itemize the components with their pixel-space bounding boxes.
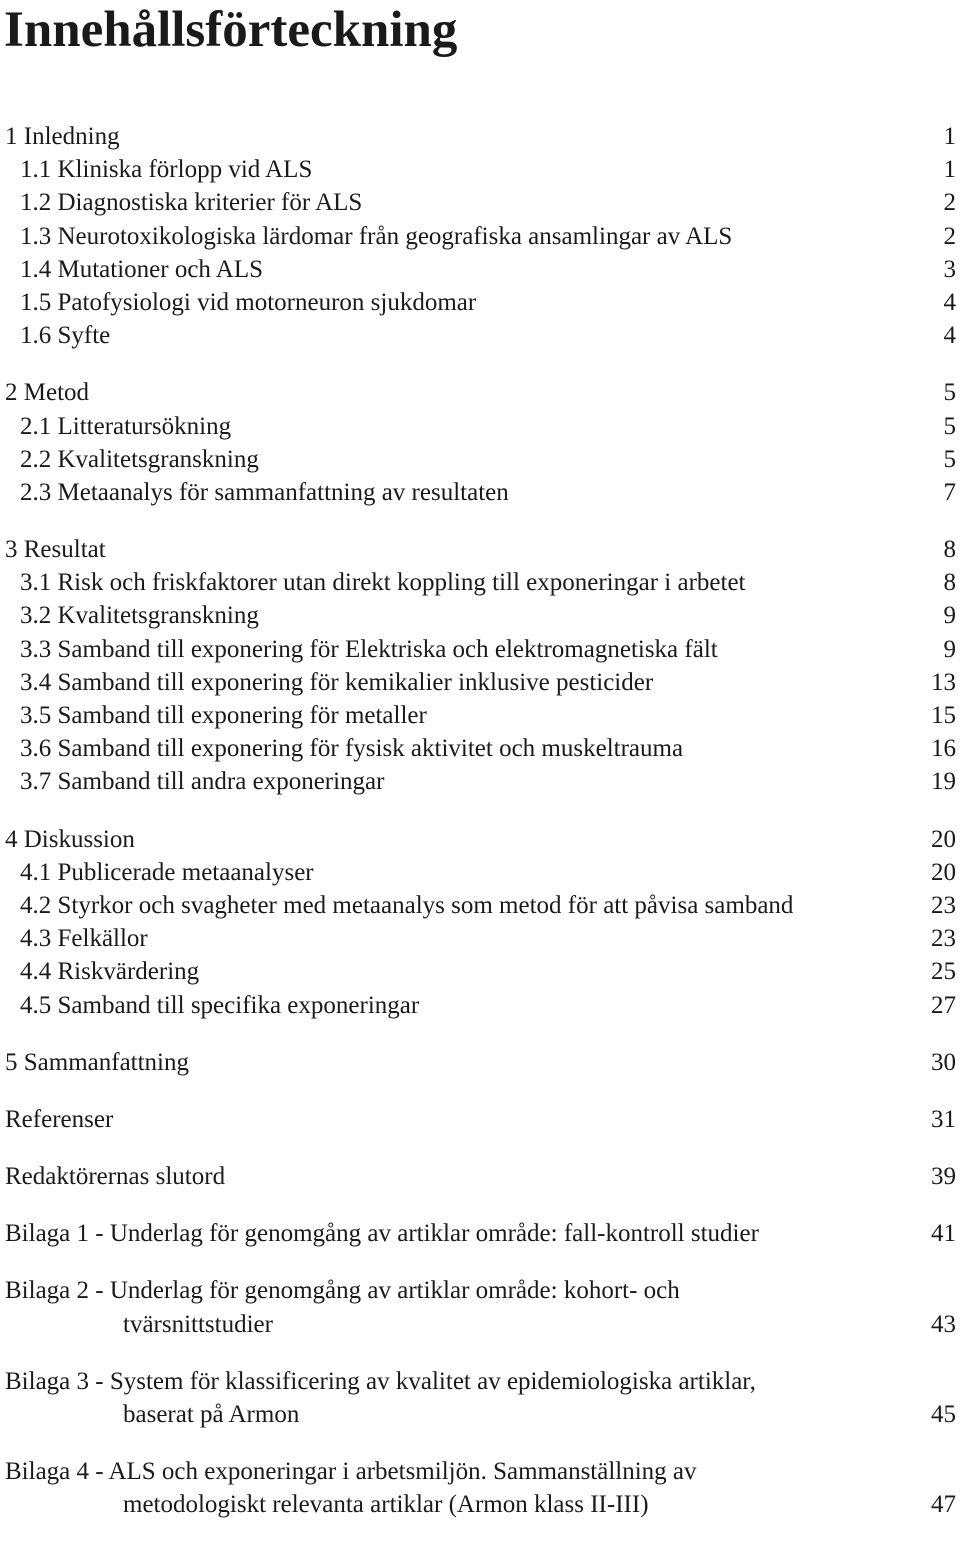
- toc-section: [0, 1455, 960, 1521]
- toc-subsection-entry[interactable]: [0, 443, 960, 476]
- toc-page-number: 13: [931, 668, 956, 696]
- toc-subsection-entry[interactable]: [0, 889, 960, 922]
- toc-subsection-entry[interactable]: [0, 319, 960, 352]
- toc-chapter-entry[interactable]: [0, 823, 960, 856]
- toc-page-number: 8: [943, 569, 956, 597]
- toc-subsection-entry[interactable]: [0, 566, 960, 599]
- toc-entry-title: [5, 1365, 885, 1431]
- toc-page-number: 9: [943, 602, 956, 630]
- toc-entry-title-line1: Bilaga 4 - ALS och exponeringar i arbetsmiljön. Sammanställning av: [5, 1458, 697, 1486]
- toc-chapter-entry[interactable]: [0, 1046, 960, 1079]
- toc-chapter-entry[interactable]: [0, 533, 960, 566]
- toc-page-number: 30: [931, 1048, 956, 1076]
- toc-entry-title: 5 Sammanfattning: [5, 1048, 189, 1076]
- toc-page-number: 2: [943, 189, 956, 217]
- toc-page-number: 16: [931, 735, 956, 763]
- toc-entry-title: 4.3 Felkällor: [20, 925, 148, 953]
- toc-subsection-entry[interactable]: [0, 220, 960, 253]
- toc-entry-title-line1: Bilaga 2 - Underlag för genomgång av artiklar område: kohort- och: [5, 1277, 680, 1305]
- toc-entry-title: Bilaga 1 - Underlag för genomgång av artiklar område: fall-kontroll studier: [5, 1220, 759, 1248]
- toc-section: [0, 533, 960, 799]
- toc-chapter-entry[interactable]: [0, 1217, 960, 1250]
- toc-subsection-entry[interactable]: [0, 989, 960, 1022]
- toc-page-number: 41: [931, 1220, 956, 1248]
- toc-subsection-entry[interactable]: [0, 153, 960, 186]
- toc-page-number: 2: [943, 222, 956, 250]
- toc-chapter-entry[interactable]: [0, 1103, 960, 1136]
- toc-entry-title: 2.2 Kvalitetsgranskning: [20, 445, 259, 473]
- toc-page-number: 20: [931, 825, 956, 853]
- toc-subsection-entry[interactable]: [0, 666, 960, 699]
- toc-chapter-entry[interactable]: [0, 376, 960, 409]
- toc-subsection-entry[interactable]: [0, 286, 960, 319]
- toc-page-number: 45: [931, 1401, 956, 1429]
- toc-entry-title: 1.4 Mutationer och ALS: [20, 255, 264, 283]
- toc-page-number: 27: [931, 991, 956, 1019]
- toc-subsection-entry[interactable]: [0, 699, 960, 732]
- toc-entry-title: 1.5 Patofysiologi vid motorneuron sjukdomar: [20, 288, 477, 316]
- toc-entry-title: 2.1 Litteratursökning: [20, 412, 232, 440]
- toc-section: [0, 376, 960, 509]
- toc-page-number: 1: [943, 123, 956, 150]
- toc-section: [0, 1365, 960, 1431]
- toc-appendix-entry[interactable]: [0, 1365, 960, 1431]
- toc-entry-title: 3.1 Risk och friskfaktorer utan direkt koppling till exponeringar i arbetet: [20, 569, 746, 597]
- toc-section: [0, 1046, 960, 1079]
- toc-subsection-entry[interactable]: [0, 253, 960, 286]
- toc-subsection-entry[interactable]: [0, 410, 960, 443]
- toc-page-number: 19: [931, 768, 956, 796]
- toc-section: [0, 1160, 960, 1193]
- toc-subsection-entry[interactable]: [0, 765, 960, 798]
- toc-entry-title: [5, 1274, 885, 1340]
- toc-entry-title-line1: Bilaga 3 - System för klassificering av kvalitet av epidemiologiska artiklar,: [5, 1367, 756, 1395]
- toc-entry-title: 3.6 Samband till exponering för fysisk aktivitet och muskeltrauma: [20, 735, 684, 763]
- page-title: Innehållsförteckning: [4, 2, 458, 58]
- toc-subsection-entry[interactable]: [0, 732, 960, 765]
- toc-entry-title: 3 Resultat: [5, 536, 106, 564]
- toc-page-number: 25: [931, 958, 956, 986]
- toc-section: [0, 1217, 960, 1250]
- toc-entry-title: 4.4 Riskvärdering: [20, 958, 200, 986]
- toc-entry-title: Referenser: [5, 1105, 114, 1133]
- toc-appendix-entry[interactable]: [0, 1274, 960, 1340]
- toc-page-number: 4: [943, 288, 956, 316]
- toc-entry-title: 1.3 Neurotoxikologiska lärdomar från geografiska ansamlingar av ALS: [20, 222, 733, 250]
- toc-entry-title: 4.2 Styrkor och svagheter med metaanalys som metod för att påvisa samband: [20, 891, 794, 919]
- toc-page-number: 20: [931, 858, 956, 886]
- toc-page-number: 5: [943, 445, 956, 473]
- toc-subsection-entry[interactable]: [0, 186, 960, 219]
- toc-entry-title-line2: metodologiskt relevanta artiklar (Armon klass II-III): [123, 1491, 649, 1519]
- toc-page-number: 3: [943, 255, 956, 283]
- toc-entry-title-line2: baserat på Armon: [123, 1401, 300, 1429]
- toc-subsection-entry[interactable]: [0, 856, 960, 889]
- toc-page-number: 23: [931, 891, 956, 919]
- toc-entry-title: 1.1 Kliniska förlopp vid ALS: [20, 156, 313, 184]
- toc-page-number: 31: [931, 1105, 956, 1133]
- toc-page-number: 4: [943, 322, 956, 350]
- toc-section: [0, 823, 960, 1022]
- toc-entry-title: [5, 1455, 885, 1521]
- toc-page-number: 5: [943, 379, 956, 407]
- toc-subsection-entry[interactable]: [0, 633, 960, 666]
- toc-page-number: 47: [931, 1491, 956, 1519]
- toc-entry-title: 3.3 Samband till exponering för Elektriska och elektromagnetiska fält: [20, 635, 718, 663]
- toc-entry-title: 2.3 Metaanalys för sammanfattning av resultaten: [20, 478, 509, 506]
- toc-subsection-entry[interactable]: [0, 476, 960, 509]
- table-of-contents: [0, 120, 960, 1546]
- toc-entry-title: 4.5 Samband till specifika exponeringar: [20, 991, 420, 1019]
- toc-page-number: 39: [931, 1163, 956, 1191]
- toc-chapter-entry[interactable]: [0, 120, 960, 153]
- toc-subsection-entry[interactable]: [0, 922, 960, 955]
- toc-entry-title: Redaktörernas slutord: [5, 1163, 226, 1191]
- toc-entry-title: 3.7 Samband till andra exponeringar: [20, 768, 385, 796]
- toc-page-number: 23: [931, 925, 956, 953]
- toc-section: [0, 1103, 960, 1136]
- toc-appendix-entry[interactable]: [0, 1455, 960, 1521]
- toc-page-number: 8: [943, 536, 956, 564]
- toc-section: [0, 1274, 960, 1340]
- toc-entry-title-line2: tvärsnittstudier: [123, 1310, 273, 1338]
- toc-entry-title: 1 Inledning: [5, 123, 120, 150]
- toc-chapter-entry[interactable]: [0, 1160, 960, 1193]
- toc-entry-title: 3.5 Samband till exponering för metaller: [20, 702, 427, 729]
- toc-page-number: 5: [943, 412, 956, 440]
- toc-entry-title: 1.2 Diagnostiska kriterier för ALS: [20, 189, 363, 217]
- toc-page-number: 15: [931, 702, 956, 729]
- toc-entry-title: 3.4 Samband till exponering för kemikalier inklusive pesticider: [20, 668, 654, 696]
- toc-page-number: 1: [943, 156, 956, 184]
- toc-page-number: 9: [943, 635, 956, 663]
- toc-entry-title: 1.6 Syfte: [20, 322, 111, 350]
- toc-page-number: 43: [931, 1310, 956, 1338]
- toc-entry-title: 2 Metod: [5, 379, 90, 407]
- toc-subsection-entry[interactable]: [0, 955, 960, 988]
- toc-subsection-entry[interactable]: [0, 599, 960, 632]
- toc-entry-title: 3.2 Kvalitetsgranskning: [20, 602, 259, 630]
- toc-entry-title: 4.1 Publicerade metaanalyser: [20, 858, 314, 886]
- toc-entry-title: 4 Diskussion: [5, 825, 135, 853]
- toc-page-number: 7: [943, 478, 956, 506]
- toc-section: [0, 120, 960, 352]
